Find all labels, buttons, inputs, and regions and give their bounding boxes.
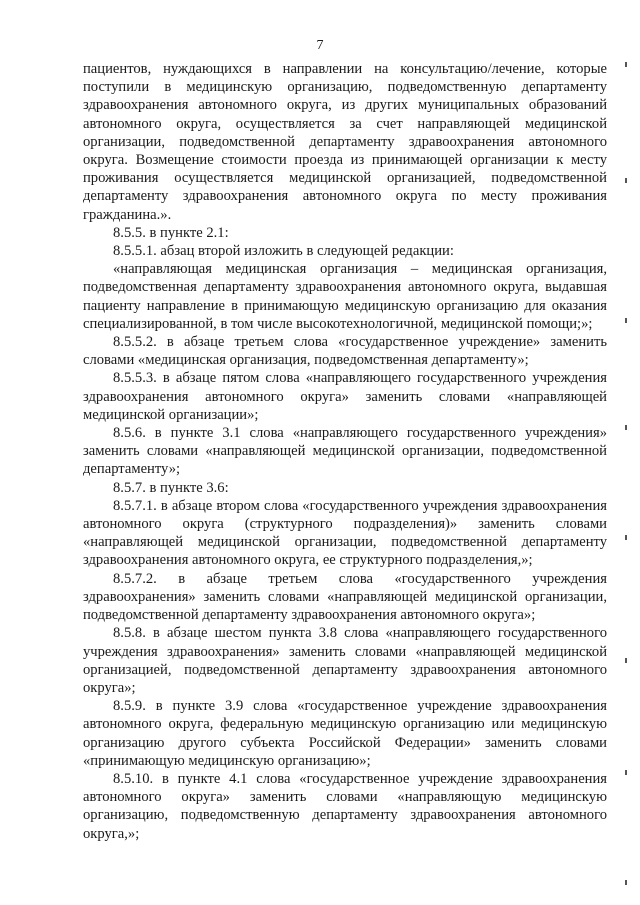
paragraph-8-5-5: 8.5.5. в пункте 2.1: bbox=[113, 224, 229, 241]
scan-mark bbox=[625, 658, 627, 663]
scan-mark bbox=[625, 425, 627, 430]
scan-mark bbox=[625, 770, 627, 775]
paragraph-8-5-7-1: 8.5.7.1. в абзаце втором слова «государственного учреждения здравоохранения автономного округа (структурного подразделения)» заменить словами «направляющей медицинской организации, подведомственной департаменту здравоохранения автономного округа, ее структурного подразделения,»; bbox=[83, 497, 607, 569]
paragraph-8-5-10: 8.5.10. в пункте 4.1 слова «государственное учреждение здравоохранения автономного округа» заменить словами «направляющую медицинскую организацию, подведомственную департаменту здравоохранения автономного округа,»; bbox=[83, 770, 607, 842]
scan-mark bbox=[625, 62, 627, 67]
page-number: 7 bbox=[316, 38, 324, 53]
paragraph-8-5-9: 8.5.9. в пункте 3.9 слова «государственное учреждение здравоохранения автономного округа, федеральную медицинскую организацию или медицинскую организацию другого субъекта Российской Федерации» заменить словами «принимающую медицинскую организацию»; bbox=[83, 698, 607, 769]
scan-mark bbox=[625, 535, 627, 540]
paragraph-8-5-7: 8.5.7. в пункте 3.6: bbox=[113, 479, 229, 496]
scan-mark bbox=[625, 880, 627, 885]
paragraph-8-5-5-1: 8.5.5.1. абзац второй изложить в следующей редакции: bbox=[113, 243, 454, 260]
scan-mark bbox=[625, 178, 627, 183]
scan-mark bbox=[625, 318, 627, 323]
paragraph-continuation: пациентов, нуждающихся в направлении на консультацию/лечение, которые поступили в медицинскую организацию, подведомственную департаменту здравоохранения автономного округа, из других муниципальных образований автономного округа, осуществляется за счет направляющей медицинской организации, подведомственной департаменту здравоохранения автономного округа. Возмещение стоимости проезда из принимающей организации к месту проживания осуществляется медицинской организацией, подведомственной департаменту здравоохранения автономного округа по месту проживания гражданина.». bbox=[83, 61, 607, 223]
paragraph-quoted-definition: «направляющая медицинская организация – медицинская организация, подведомственная департаменту здравоохранения автономного округа, выдавшая пациенту направление в принимающую медицинскую организацию для оказания специализированной, в том числе высокотехнологичной, медицинской помощи;»; bbox=[83, 261, 607, 332]
paragraph-8-5-5-3: 8.5.5.3. в абзаце пятом слова «направляющего государственного учреждения здравоохранения автономного округа» заменить словами «направляющей медицинской организации»; bbox=[83, 370, 607, 423]
paragraph-8-5-8: 8.5.8. в абзаце шестом пункта 3.8 слова «направляющего государственного учреждения здравоохранения» заменить словами «направляющей медицинской организацией, подведомственной департаменту здравоохранения автономного округа»; bbox=[83, 625, 607, 696]
paragraph-8-5-5-2: 8.5.5.2. в абзаце третьем слова «государственное учреждение» заменить словами «медицинская организация, подведомственная департаменту»; bbox=[83, 334, 607, 369]
paragraph-8-5-7-2: 8.5.7.2. в абзаце третьем слова «государственного учреждения здравоохранения» заменить словами «направляющей медицинской организации, подведомственной департаменту здравоохранения автономного округа»; bbox=[83, 570, 607, 624]
paragraph-8-5-6: 8.5.6. в пункте 3.1 слова «направляющего государственного учреждения» заменить словами «направляющей медицинской организации, подведомственной департаменту»; bbox=[83, 425, 607, 478]
document-body bbox=[83, 60, 607, 843]
